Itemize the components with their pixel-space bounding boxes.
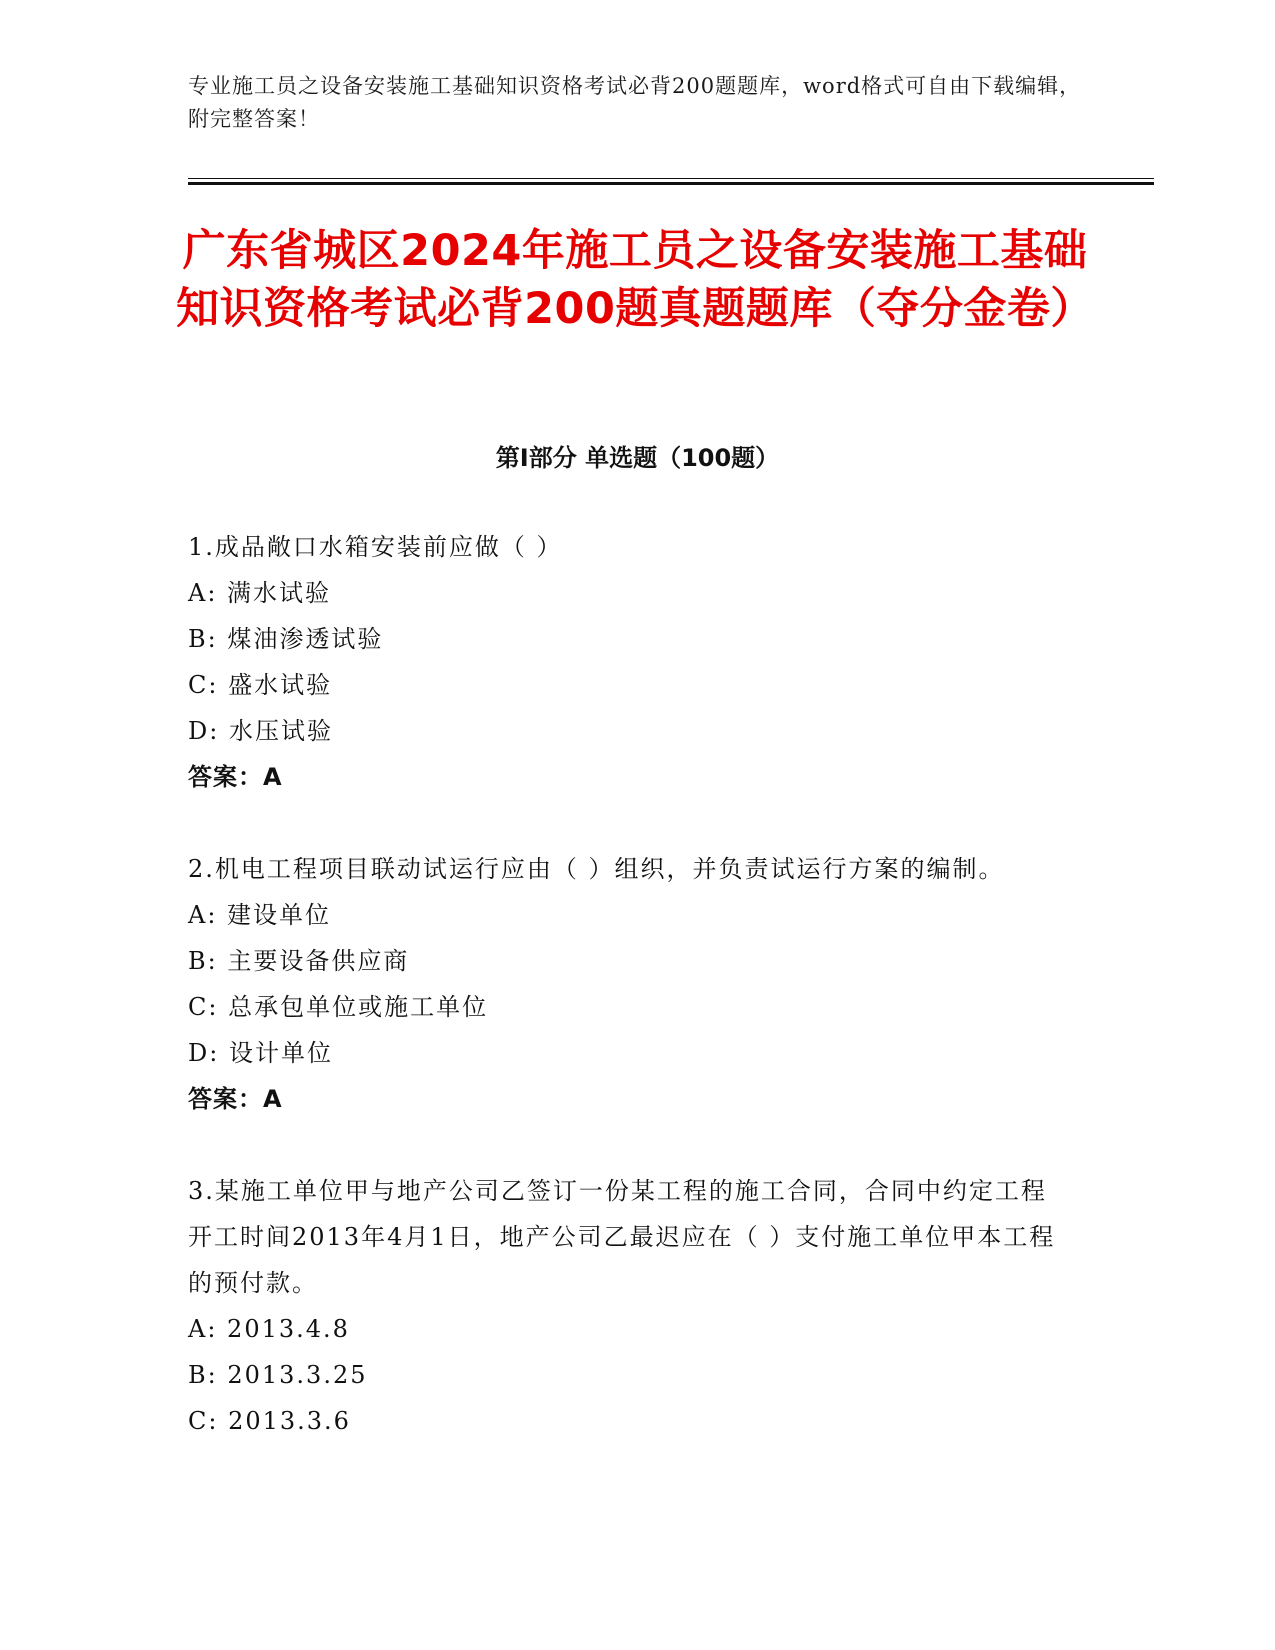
option-a: A: 2013.4.8 [188, 1315, 350, 1343]
option-c: C: 总承包单位或施工单位 [188, 993, 489, 1021]
document-title: 广东省城区2024年施工员之设备安装施工基础知识资格考试必背200题真题题库（夺分金卷） [176, 226, 1094, 334]
question-stem: 3.某施工单位甲与地产公司乙签订一份某工程的施工合同，合同中约定工程开工时间2013年4月1日，地产公司乙最迟应在（ ）支付施工单位甲本工程的预付款。 [188, 1177, 1056, 1297]
option-b: B: 主要设备供应商 [188, 947, 410, 975]
question-stem: 1.成品敞口水箱安装前应做（ ） [188, 533, 563, 561]
option-d: D: 水压试验 [188, 717, 333, 745]
option-d: D: 设计单位 [188, 1039, 333, 1067]
question-1 [188, 524, 1068, 800]
header-divider-thick [188, 182, 1154, 185]
section-heading: 第I部分 单选题（100题） [495, 444, 780, 472]
question-list [188, 524, 1068, 1444]
question-spacer [188, 800, 1068, 846]
option-c: C: 2013.3.6 [188, 1407, 351, 1435]
answer-label: 答案：A [188, 1085, 283, 1113]
option-a: A: 满水试验 [188, 579, 332, 607]
header-note: 专业施工员之设备安装施工基础知识资格考试必背200题题库，word格式可自由下载编辑，附完整答案！ [188, 74, 1082, 131]
question-2 [188, 846, 1068, 1122]
option-b: B: 2013.3.25 [188, 1361, 368, 1389]
question-spacer [188, 1122, 1068, 1168]
question-stem: 2.机电工程项目联动试运行应由（ ）组织，并负责试运行方案的编制。 [188, 855, 1005, 883]
option-a: A: 建设单位 [188, 901, 332, 929]
option-b: B: 煤油渗透试验 [188, 625, 384, 653]
answer-label: 答案：A [188, 763, 283, 791]
question-3 [188, 1168, 1068, 1444]
header-divider-thin [188, 178, 1154, 179]
option-c: C: 盛水试验 [188, 671, 333, 699]
